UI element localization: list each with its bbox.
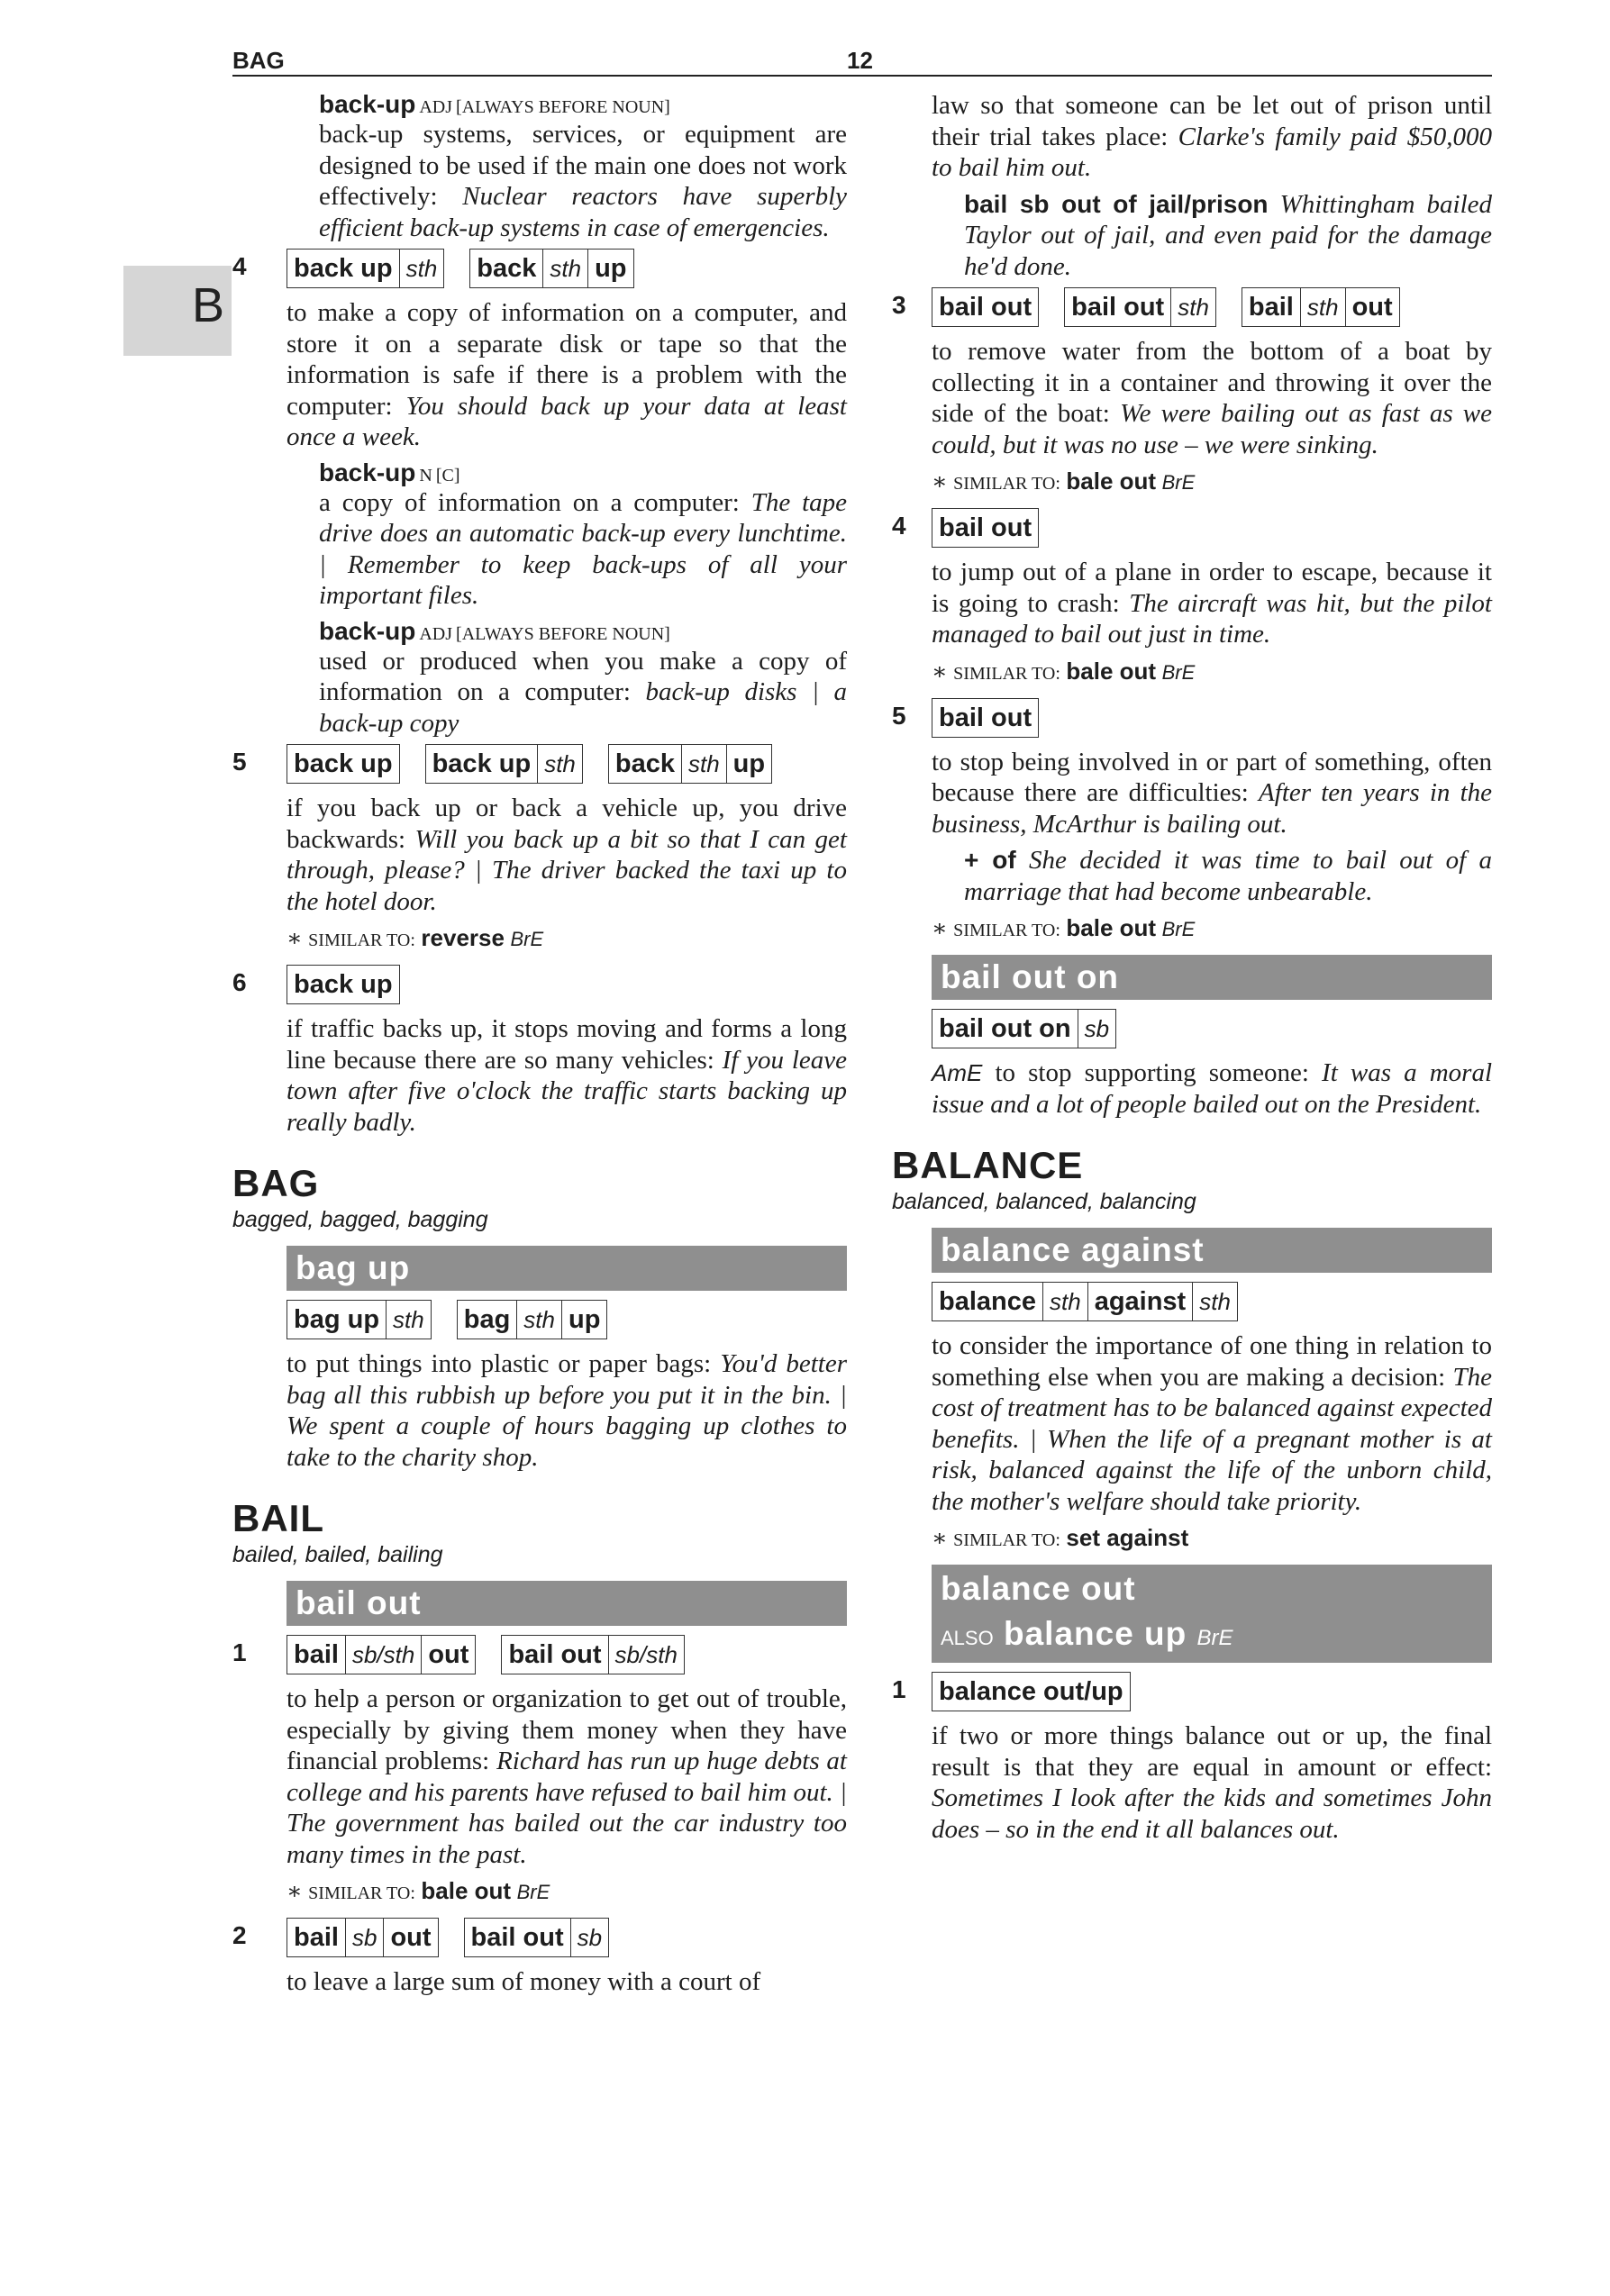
subentry-backup-noun (287, 458, 847, 612)
definition: to help a person or organization to get out of trouble, especially by giving them money when they have financial problems: Richard has run up huge debts at college and his parents have refused to bail him out. | The government has bailed out the car industry too many times in the past. (287, 1684, 847, 1869)
object-slot: sth (681, 745, 727, 783)
sense-4 (232, 249, 847, 739)
phrasal-verb-forms (932, 1282, 1492, 1321)
phrasal-verb-box (287, 744, 400, 784)
sense-2 (232, 1918, 847, 1998)
example: You should back up your data at least once a week. (287, 391, 847, 451)
example: You'd better bag all this rubbish up before you put it in the bin. | We spent a couple of hours bagging up clothes to take to the charity shop. (287, 1349, 848, 1472)
verb-word: back up (294, 254, 393, 283)
definition: to jump out of a plane in order to escape, because it is going to crash: The aircraft was hit, but the pilot managed to bail out just in time. (932, 558, 1492, 649)
similar-to: ∗ SIMILAR TO: bale out BrE (287, 1877, 550, 1904)
example: The cost of treatment has to be balanced against expected benefits. | When the life of a pregnant mother is at risk, balanced against the life of the unborn child, the mother's welfare should take priority. (932, 1362, 1493, 1516)
subentry-head: back-up (319, 616, 416, 645)
phrasal-verb-forms (932, 1009, 1492, 1048)
example: Richard has run up huge debts at college and his parents have refused to bail him out. | The government has bailed out the car industry too many times in the past. (287, 1747, 847, 1869)
sense-number: 4 (892, 512, 906, 540)
phrasal-verb-box (287, 965, 400, 1004)
plus-label: + of (964, 846, 1016, 874)
thumb-tab-letter: B (192, 278, 225, 332)
verb-word: bail out on (939, 1014, 1071, 1043)
region-label: BrE (510, 928, 544, 950)
phrasal-verb-forms (287, 249, 847, 288)
verb-word: bail out (939, 703, 1032, 732)
similar-label: SIMILAR TO: (953, 1530, 1060, 1550)
example: It was a moral issue and a lot of people bailed out on the President. (932, 1058, 1493, 1119)
similar-to: ∗ SIMILAR TO: bale out BrE (932, 467, 1196, 495)
sense-number: 5 (892, 701, 906, 730)
headword-bail: BAIL (232, 1497, 324, 1539)
verb-word: out (428, 1640, 469, 1669)
object-slot: sth (386, 1301, 431, 1339)
example: back-up disks | a back-up copy (319, 677, 848, 738)
example: She decided it was time to bail out of a marriage that had become unbearable. (964, 846, 1493, 906)
bar-title: balance out (941, 1570, 1136, 1607)
definition: used or produced when you make a copy of information on a computer: back-up disks | a back-up copy (319, 646, 848, 738)
phrasal-verb-box (932, 1672, 1131, 1711)
verb-word: bag up (294, 1305, 380, 1334)
object-slot: sth (1042, 1283, 1088, 1320)
phrasal-verb-bar (932, 1565, 1492, 1663)
object-slot: sb/sth (608, 1636, 684, 1674)
verb-word: out (390, 1923, 432, 1952)
sense-number: 5 (232, 748, 247, 776)
sense-1 (892, 1672, 1492, 1845)
definition: to make a copy of information on a computer, and store it on a separate disk or tape so that the information is safe if there is a problem with the computer: You should back up your data at least once a week. (287, 298, 847, 451)
phrasal-verb-box (608, 744, 772, 784)
plus-of-usage (932, 845, 1492, 907)
verb-word: against (1094, 1287, 1187, 1316)
similar-word: bale out (1066, 467, 1157, 495)
subentry-head: back-up (319, 90, 416, 118)
phrasal-verb-bar: balance against (932, 1228, 1492, 1273)
verb-forms: bagged, bagged, bagging (232, 1207, 488, 1232)
example: After ten years in the business, McArthur is bailing out. (932, 778, 1493, 839)
definition: if two or more things balance out or up, the final result is that they are equal in amount or effect: Sometimes I look after the kids and sometimes John does – so in the end it all balances out. (932, 1721, 1492, 1844)
similar-label: SIMILAR TO: (953, 663, 1060, 684)
phrasal-verb-forms (932, 698, 1492, 738)
phrasal-verb-box (464, 1918, 610, 1957)
object-slot: sth (542, 250, 588, 287)
phrasal-verb-box (932, 508, 1039, 548)
object-slot: sth (1192, 1283, 1237, 1320)
grammar-label: [ALWAYS BEFORE NOUN] (456, 97, 670, 117)
object-slot: sb/sth (345, 1636, 422, 1674)
headword-bag: BAG (232, 1162, 320, 1204)
similar-label: SIMILAR TO: (308, 930, 415, 950)
pos-label: N (419, 465, 432, 486)
definition: to remove water from the bottom of a boat by collecting it in a container and throwing it over the side of the boat: We were bailing out as fast as we could, but it was no use – we were sinking. (932, 337, 1493, 459)
subentry-head: back-up (319, 458, 416, 486)
phrasal-verb-box (425, 744, 583, 784)
phrasal-verb-box (287, 1300, 432, 1339)
phrasal-verb-box (469, 249, 633, 288)
sense-number: 2 (232, 1921, 247, 1949)
similar-word: bale out (1066, 657, 1157, 685)
backup-adj-entry (232, 90, 847, 243)
verb-word: back up (294, 970, 393, 999)
definition: AmE to stop supporting someone: It was a moral issue and a lot of people bailed out on the President. (932, 1058, 1493, 1119)
verb-word: bail (294, 1923, 339, 1952)
phrasal-verb-forms (287, 1300, 847, 1339)
similar-word: reverse (421, 924, 505, 951)
example: We were bailing out as fast as we could, but it was no use – we were sinking. (932, 399, 1493, 459)
definition: if you back up or back a vehicle up, you drive backwards: Will you back up a bit so that I can get through, please? | The driver backed the taxi up to the hotel door. (287, 794, 847, 916)
right-column (892, 90, 1492, 1850)
subentry-bail-out-of-jail (932, 189, 1492, 283)
definition: to consider the importance of one thing in relation to something else when you are making a decision: The cost of treatment has to be balanced against expected benefits. | When the life of a pregnant mother is at risk, balanced against the life of the unborn child, the mother's welfare should take priority. (932, 1331, 1493, 1516)
region-label: BrE (1161, 471, 1196, 494)
phrasal-verb-forms (932, 508, 1492, 548)
example: Whittingham bailed Taylor out of jail, and even paid for the damage he'd done. (964, 189, 1492, 281)
sense-6 (232, 965, 847, 1138)
example: Will you back up a bit so that I can get through, please? | The driver backed the taxi up to the hotel door. (287, 824, 847, 916)
example: Clarke's family paid $50,000 to bail him out. (932, 122, 1492, 182)
verb-word: bail out (508, 1640, 602, 1669)
grammar-label: [ALWAYS BEFORE NOUN] (456, 623, 670, 644)
phrasal-verb-box (932, 1282, 1238, 1321)
similar-to: ∗ SIMILAR TO: bale out BrE (932, 657, 1196, 685)
definition: if traffic backs up, it stops moving and forms a long line because there are so many vehicles: If you leave town after five o'clock the traffic starts backing up really badly. (287, 1014, 848, 1137)
object-slot: sth (537, 745, 582, 783)
sense-number: 6 (232, 968, 247, 996)
subentry-head: bail sb out of jail/prison (964, 189, 1269, 218)
phrasal-verb-forms (287, 965, 847, 1004)
bail-sense-2-continued (892, 90, 1492, 282)
phrasal-verb-box (932, 698, 1039, 738)
sense-5 (232, 744, 847, 956)
phrasal-verb-forms (287, 744, 847, 784)
region-label: BrE (1161, 918, 1196, 940)
bag-up-sense (232, 1300, 847, 1473)
phrasal-verb-bar: bail out on (932, 955, 1492, 1000)
phrasal-verb-box (287, 1635, 476, 1674)
similar-word: set against (1066, 1524, 1189, 1551)
verb-word: bail out (470, 1923, 564, 1952)
verb-word: back (477, 254, 537, 283)
verb-word: back (614, 749, 675, 778)
definition: back-up systems, services, or equipment are designed to be used if the main one does not work effectively: Nuclear reactors have superbly efficient back-up systems in case of emergencies. (319, 120, 848, 242)
phrasal-verb-bar: bag up (287, 1246, 847, 1291)
similar-label: SIMILAR TO: (953, 474, 1060, 494)
object-slot: sb (570, 1919, 608, 1956)
headword-balance: BALANCE (892, 1144, 1084, 1186)
phrasal-verb-forms (932, 287, 1492, 327)
header-rule (232, 75, 1492, 77)
phrasal-verb-bar: bail out (287, 1581, 847, 1626)
object-slot: sth (1300, 288, 1346, 326)
phrasal-verb-box (932, 287, 1039, 327)
verb-word: back up (294, 749, 393, 778)
sense-4 (892, 508, 1492, 689)
phrasal-verb-forms (932, 1672, 1492, 1711)
phrasal-verb-box (1064, 287, 1216, 327)
guide-word: BAG (232, 47, 285, 74)
verb-word: back up (432, 749, 532, 778)
verb-word: bail (1248, 293, 1294, 322)
sense-number: 3 (892, 291, 906, 319)
similar-to: ∗ SIMILAR TO: set against (932, 1524, 1189, 1551)
verb-word: bail out (939, 513, 1032, 542)
verb-word: up (732, 749, 766, 778)
phrasal-verb-box (501, 1635, 684, 1674)
subentry-backup-adj (287, 617, 847, 740)
verb-word: balance (939, 1287, 1036, 1316)
sense-5 (892, 698, 1492, 947)
verb-word: bail (294, 1640, 339, 1669)
verb-word: up (568, 1305, 601, 1334)
definition: to stop being involved in or part of something, often because there are difficulties: After ten years in the business, McArthur is bailing out. (932, 747, 1493, 839)
phrasal-verb-box (287, 249, 444, 288)
object-slot: sth (1170, 288, 1215, 326)
verb-word: out (1351, 293, 1393, 322)
phrasal-verb-box (457, 1300, 608, 1339)
object-slot: sth (399, 250, 444, 287)
sense-number: 1 (232, 1638, 247, 1666)
object-slot: sb (345, 1919, 384, 1956)
pos-label: ADJ (419, 623, 453, 644)
phrasal-verb-box (932, 1009, 1116, 1048)
verb-word: bail out (939, 293, 1032, 322)
definition: law so that someone can be let out of prison until their trial takes place: Clarke's family paid $50,000 to bail him out. (932, 91, 1492, 182)
region-label: BrE (516, 1881, 550, 1903)
grammar-label: [C] (435, 465, 460, 486)
verb-word: bail out (1071, 293, 1165, 322)
region-label: AmE (932, 1059, 983, 1086)
pos-label: ADJ (419, 97, 453, 117)
definition: to put things into plastic or paper bags: You'd better bag all this rubbish up before you put it in the bin. | We spent a couple of hours bagging up clothes to take to the charity shop. (287, 1349, 848, 1472)
sense-3 (892, 287, 1492, 499)
verb-word: up (595, 254, 627, 283)
verb-word: balance out/up (939, 1677, 1123, 1706)
example: The tape drive does an automatic back-up every lunchtime. | Remember to keep back-ups of all your important files. (319, 487, 847, 610)
page-number: 12 (847, 47, 873, 74)
bar-alt: ALSO balance up BrE (941, 1615, 1233, 1652)
phrasal-verb-forms (287, 1918, 847, 1957)
similar-to: ∗ SIMILAR TO: reverse BrE (287, 924, 544, 951)
balance-against-sense (892, 1282, 1492, 1556)
definition: to leave a large sum of money with a court of (287, 1967, 761, 1996)
example: The aircraft was hit, but the pilot managed to bail out just in time. (932, 588, 1492, 649)
object-slot: sb (1078, 1010, 1115, 1048)
definition: a copy of information on a computer: The tape drive does an automatic back-up every lunchtime. | Remember to keep back-ups of all your important files. (319, 487, 847, 610)
phrasal-verb-box (1242, 287, 1400, 327)
left-column (232, 90, 847, 2003)
example: If you leave town after five o'clock the traffic starts backing up really badly. (287, 1045, 848, 1137)
verb-forms: balanced, balanced, balancing (892, 1189, 1196, 1214)
similar-word: bale out (1066, 914, 1157, 941)
similar-to: ∗ SIMILAR TO: bale out BrE (932, 914, 1196, 941)
similar-word: bale out (421, 1877, 512, 1904)
verb-forms: bailed, bailed, bailing (232, 1542, 443, 1567)
example: Sometimes I look after the kids and sometimes John does – so in the end it all balances out. (932, 1783, 1492, 1844)
sense-1 (232, 1635, 847, 1909)
phrasal-verb-box (287, 1918, 439, 1957)
bail-out-on-sense (892, 1009, 1492, 1120)
verb-word: bag (463, 1305, 511, 1334)
sense-number: 4 (232, 252, 247, 280)
similar-label: SIMILAR TO: (308, 1883, 415, 1903)
similar-label: SIMILAR TO: (953, 921, 1060, 940)
sense-number: 1 (892, 1675, 906, 1703)
region-label: BrE (1161, 660, 1196, 684)
phrasal-verb-forms (287, 1635, 847, 1674)
example: Nuclear reactors have superbly efficient back-up systems in case of emergencies. (319, 182, 848, 242)
object-slot: sth (516, 1301, 562, 1339)
